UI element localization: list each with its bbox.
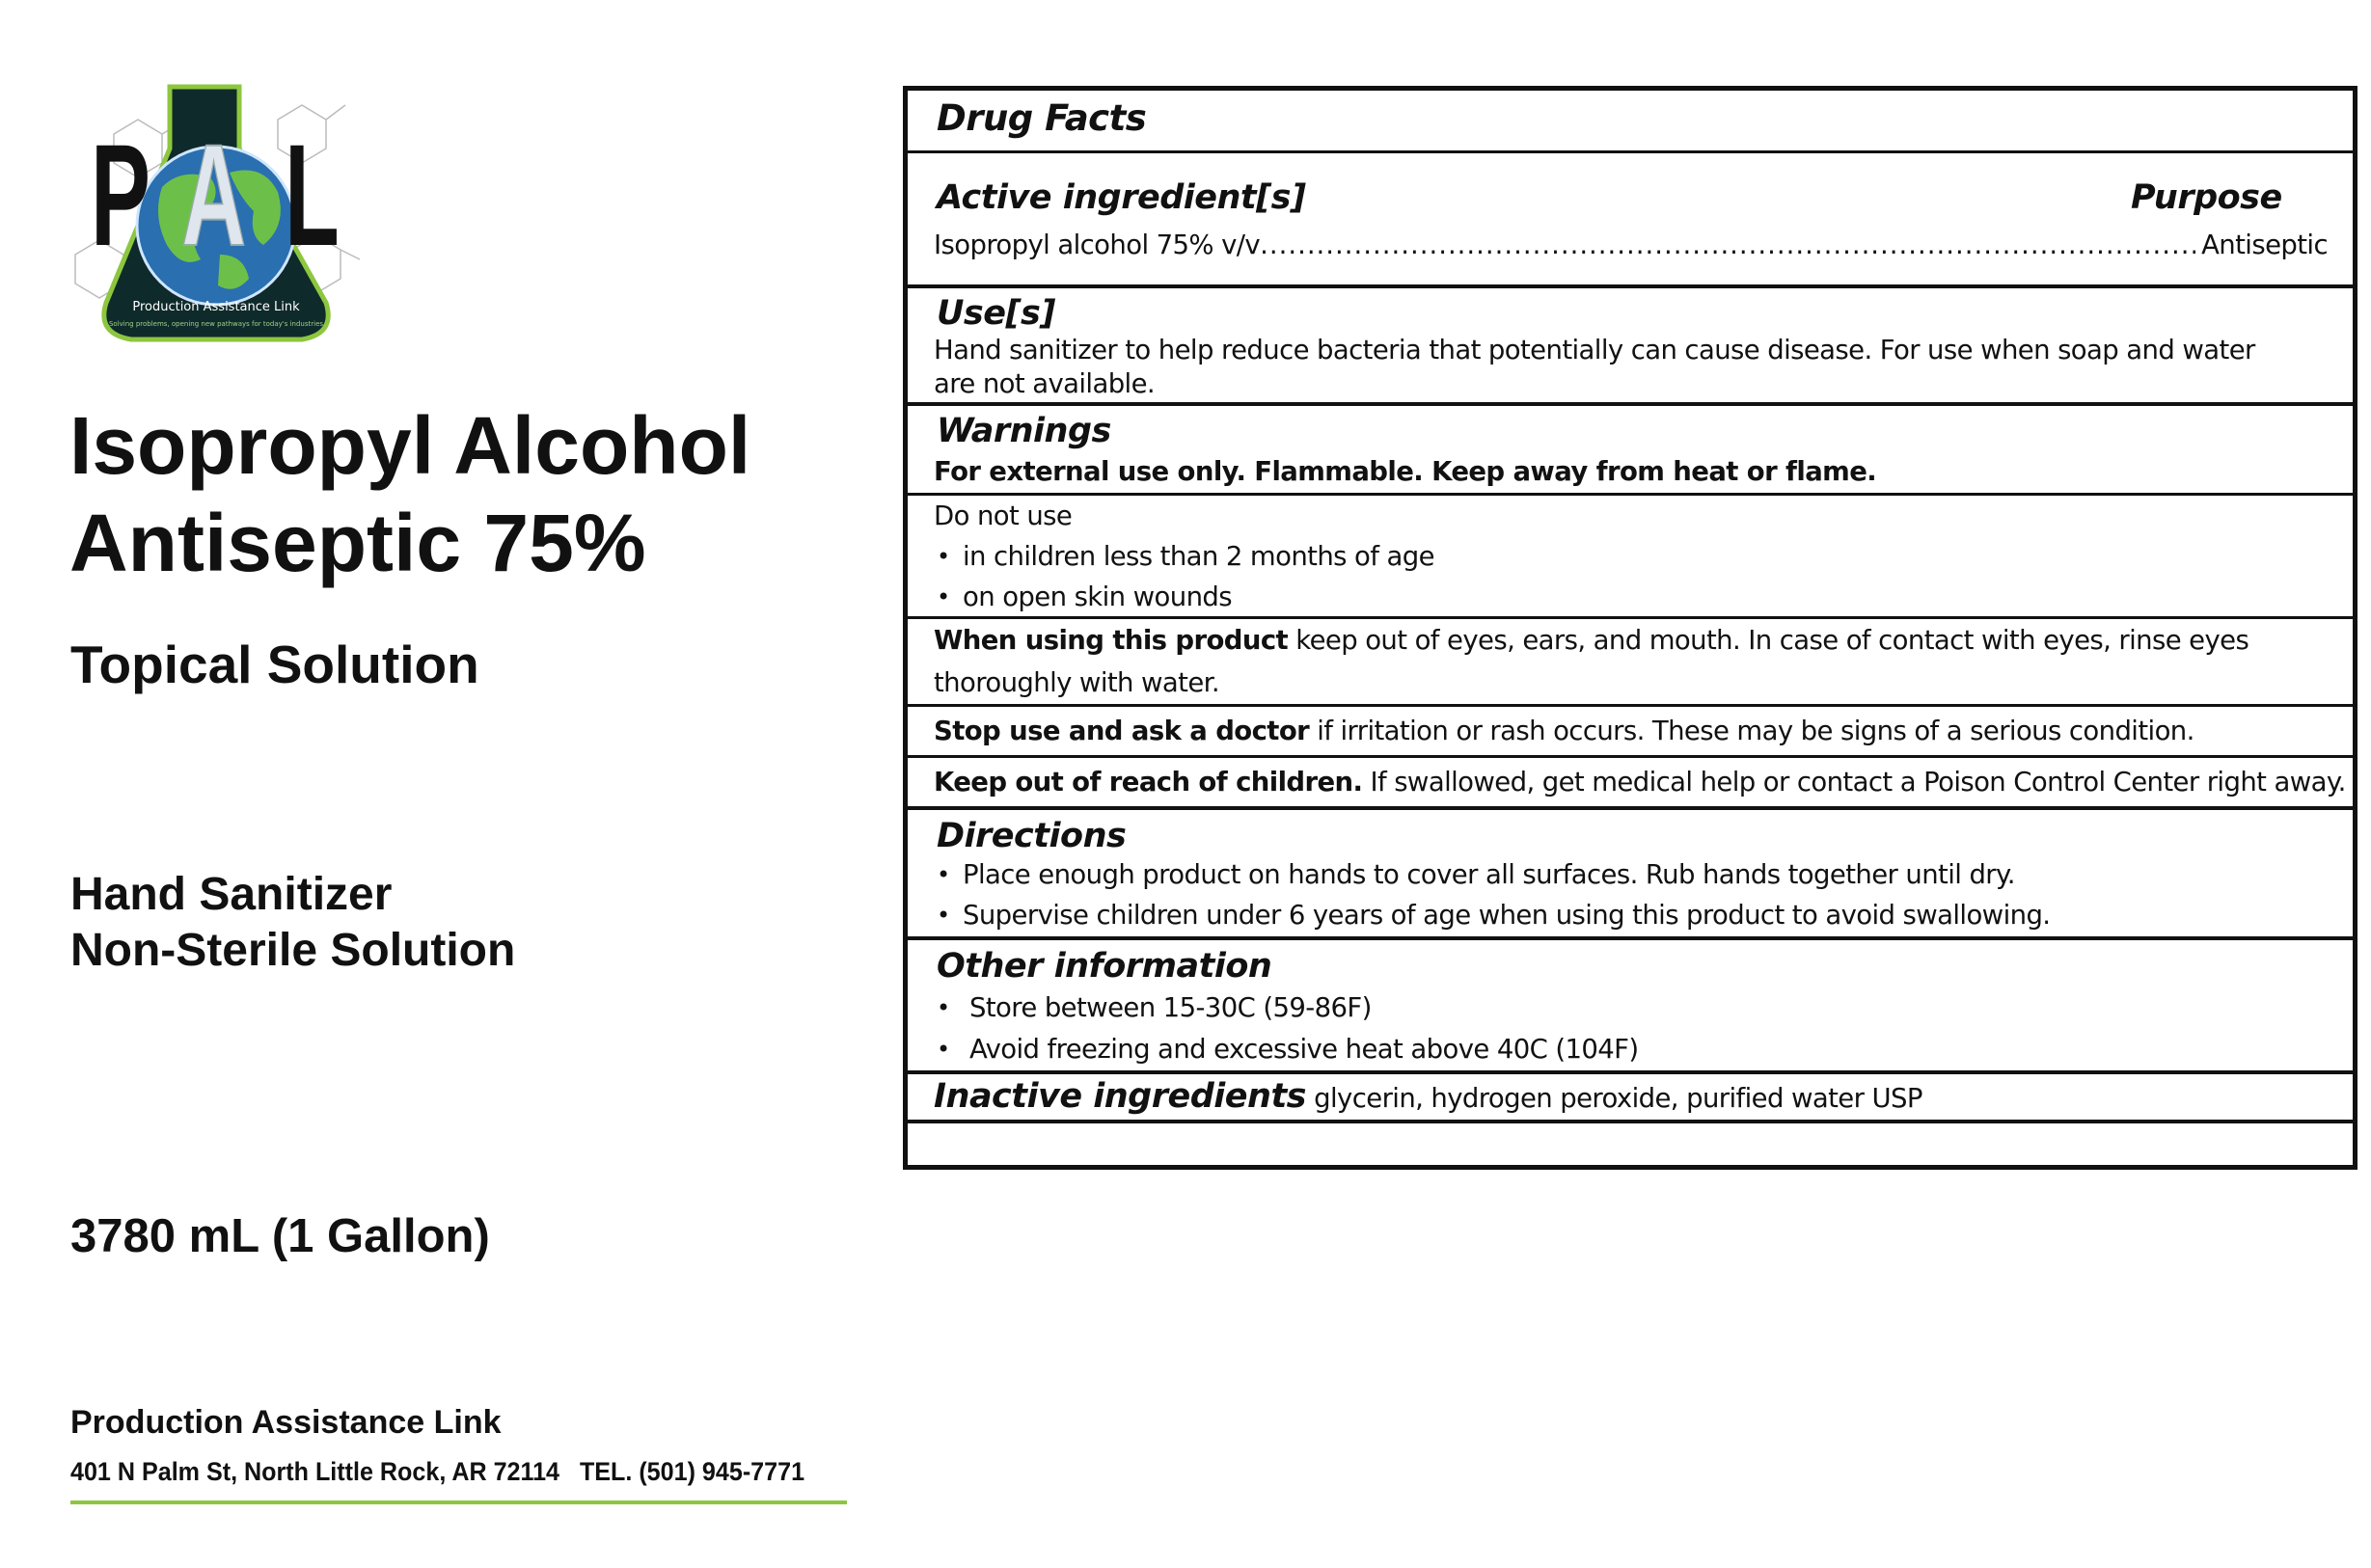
stop-use-label: Stop use and ask a doctor — [934, 716, 1310, 746]
pal-logo — [56, 81, 374, 346]
product-type-line2: Non-Sterile Solution — [70, 925, 516, 976]
inactive-ingredients-heading: Inactive ingredients — [934, 1077, 1307, 1116]
company-address: 401 N Palm St, North Little Rock, AR 72114 TEL. (501) 945-7771 — [70, 1457, 805, 1486]
keep-out-text: If swallowed, get medical help or contact a Poison Control Center right away. — [1362, 767, 2346, 798]
when-using-label: When using this product — [934, 625, 1289, 656]
keep-out-line — [934, 766, 2346, 798]
uses-text-line2: are not available. — [934, 368, 1156, 399]
stop-use-line — [934, 715, 2194, 747]
bullet: • — [937, 861, 951, 888]
divider — [908, 616, 2353, 619]
product-name-line1: Isopropyl Alcohol — [69, 400, 751, 491]
company-name: Production Assistance Link — [70, 1404, 502, 1441]
other-info-heading: Other information — [937, 947, 1272, 986]
active-ingredient-row — [934, 229, 2328, 261]
product-name-line2: Antiseptic 75% — [69, 498, 646, 588]
svg-text:P: P — [91, 115, 151, 277]
uses-heading: Use[s] — [937, 294, 1055, 333]
active-ingredient: Isopropyl alcohol 75% v/v — [934, 230, 1261, 260]
dot-leader — [1260, 229, 2195, 261]
divider — [908, 402, 2353, 406]
stop-use-text: if irritation or rash occurs. These may be signs of a serious condition. — [1309, 716, 2194, 746]
svg-text:L: L — [285, 115, 340, 277]
purpose-heading: Purpose — [2131, 178, 2282, 217]
directions-item: Supervise children under 6 years of age when using this product to avoid swallowing. — [963, 900, 2051, 931]
warnings-external: For external use only. Flammable. Keep away from heat or flame. — [934, 456, 1877, 487]
product-name — [69, 397, 860, 592]
divider — [908, 1070, 2353, 1074]
product-volume: 3780 mL (1 Gallon) — [70, 1210, 490, 1262]
divider — [908, 704, 2353, 707]
drug-facts-panel — [903, 86, 2357, 1170]
divider — [908, 493, 2353, 496]
bullet: • — [937, 583, 951, 610]
divider — [908, 284, 2353, 288]
drug-facts-title: Drug Facts — [937, 97, 1147, 139]
bullet: • — [937, 1036, 951, 1063]
keep-out-label: Keep out of reach of children. — [934, 767, 1363, 798]
logo-tagline: Solving problems, opening new pathways for today's industries — [108, 320, 324, 328]
when-using-line2: thoroughly with water. — [934, 667, 1219, 698]
purpose-value: Antiseptic — [2201, 230, 2328, 260]
directions-item: Place enough product on hands to cover all surfaces. Rub hands together until dry. — [963, 859, 2015, 890]
divider — [908, 806, 2353, 810]
bullet: • — [937, 994, 951, 1021]
do-not-use-heading: Do not use — [934, 500, 1073, 531]
divider — [908, 150, 2353, 153]
svg-text:A: A — [181, 115, 247, 277]
when-using-line1 — [934, 624, 2248, 657]
do-not-use-item: in children less than 2 months of age — [963, 541, 1434, 572]
divider — [908, 1120, 2353, 1123]
logo-name: Production Assistance Link — [132, 300, 300, 314]
bullet: • — [937, 543, 951, 570]
other-info-item: Store between 15-30C (59-86F) — [969, 992, 1372, 1023]
active-ingredient-heading: Active ingredient[s] — [937, 178, 1306, 217]
uses-text-line1: Hand sanitizer to help reduce bacteria that potentially can cause disease. For use when soap and water — [934, 335, 2255, 365]
directions-heading: Directions — [937, 817, 1127, 855]
warnings-heading: Warnings — [937, 412, 1111, 450]
bullet: • — [937, 902, 951, 929]
divider — [908, 936, 2353, 940]
divider — [908, 755, 2353, 758]
do-not-use-item: on open skin wounds — [963, 581, 1232, 612]
product-type — [70, 867, 515, 979]
product-form: Topical Solution — [70, 635, 479, 694]
inactive-ingredients-line — [934, 1076, 1922, 1119]
other-info-item: Avoid freezing and excessive heat above 40C (104F) — [969, 1034, 1639, 1065]
flask-globe-icon — [56, 81, 374, 346]
product-type-line1: Hand Sanitizer — [70, 869, 393, 920]
accent-divider — [70, 1500, 847, 1504]
when-using-text: keep out of eyes, ears, and mouth. In case of contact with eyes, rinse eyes — [1288, 625, 2249, 656]
inactive-ingredients-text: glycerin, hydrogen peroxide, purified water USP — [1306, 1083, 1922, 1114]
